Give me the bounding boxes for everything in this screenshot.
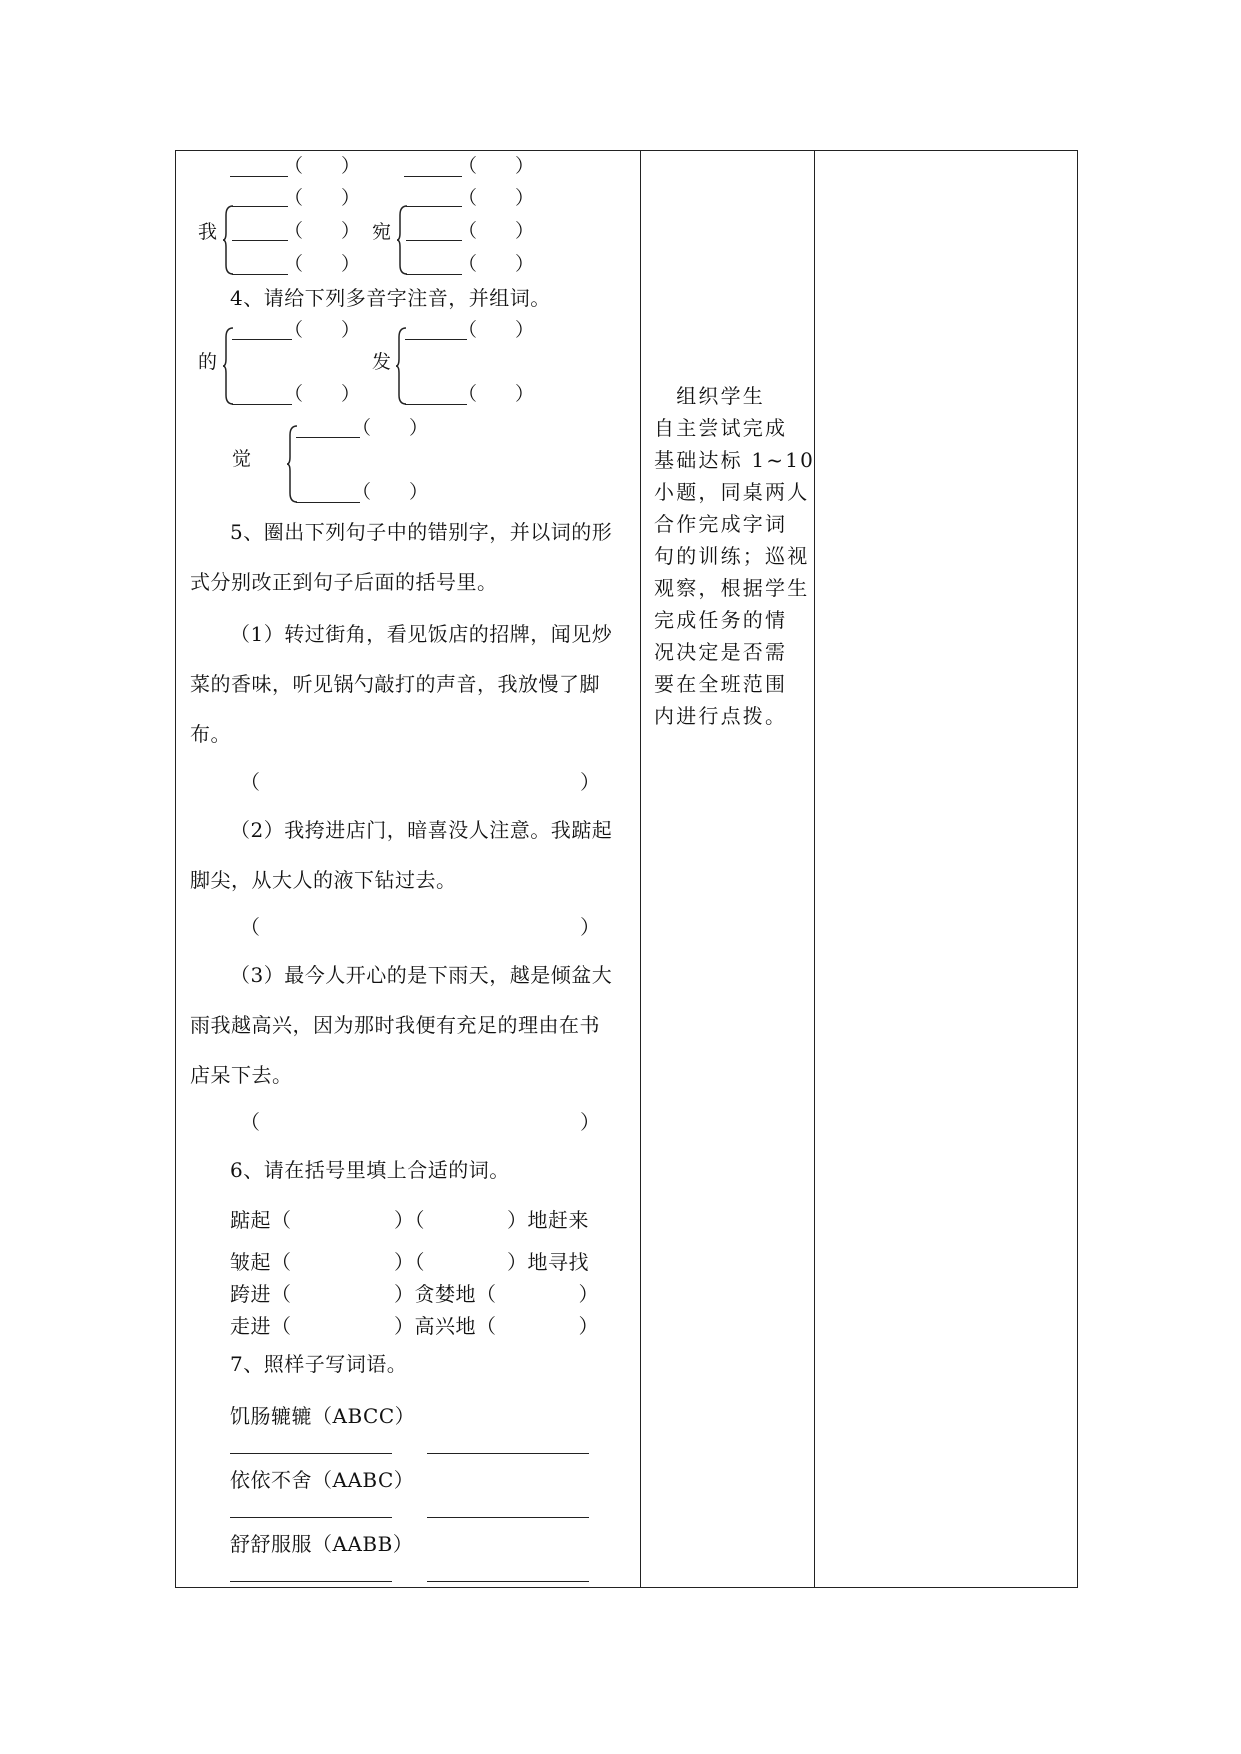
blank-line bbox=[232, 404, 292, 405]
activity-line: 合作完成字词 bbox=[654, 512, 788, 536]
pinyin-paren: （ ） bbox=[284, 253, 361, 275]
q6-row1: 踮起（ ）（ ）地赶来 bbox=[230, 1208, 589, 1232]
q5-s1-line1: （1）转过街角，看见饭店的招牌，闻见炒 bbox=[230, 622, 613, 646]
answer-line bbox=[427, 1453, 589, 1454]
pinyin-paren: （ ） bbox=[458, 319, 535, 341]
column-divider-1 bbox=[640, 151, 641, 1587]
q5-s1-line2: 菜的香味，听见锅勺敲打的声音，我放慢了脚 bbox=[190, 672, 600, 696]
column-divider-2 bbox=[814, 151, 815, 1587]
q6-title: 6、请在括号里填上合适的词。 bbox=[230, 1158, 510, 1182]
blank-line bbox=[406, 274, 462, 275]
blank-line bbox=[404, 176, 462, 177]
pinyin-paren: （ ） bbox=[458, 155, 535, 177]
activity-line: 完成任务的情 bbox=[654, 608, 788, 632]
q5-s3-line3: 店呆下去。 bbox=[190, 1063, 293, 1087]
blank-line bbox=[296, 502, 360, 503]
q5-title-line1: 5、圈出下列句子中的错别字，并以词的形 bbox=[230, 520, 613, 544]
char-wo: 我 bbox=[198, 221, 218, 243]
q5-s2-line1: （2）我挎进店门，暗喜没人注意。我踮起 bbox=[230, 818, 613, 842]
answer-line bbox=[427, 1581, 589, 1582]
answer-line bbox=[230, 1517, 392, 1518]
activity-line: 自主尝试完成 bbox=[654, 416, 788, 440]
answer-line bbox=[427, 1517, 589, 1518]
q4-title: 4、请给下列多音字注音，并组词。 bbox=[230, 286, 551, 310]
activity-line: 内进行点拨。 bbox=[654, 704, 788, 728]
answer-open-paren: （ bbox=[240, 915, 261, 939]
q6-row3: 跨进（ ）贪婪地（ ） bbox=[230, 1282, 599, 1306]
q7-example-aabc: 依依不舍（AABC） bbox=[230, 1468, 415, 1492]
answer-close-paren: ） bbox=[580, 915, 601, 939]
pinyin-paren: （ ） bbox=[284, 220, 361, 242]
pinyin-paren: （ ） bbox=[352, 481, 429, 503]
pinyin-paren: （ ） bbox=[284, 383, 361, 405]
activity-line: 基础达标 1~10 bbox=[654, 448, 816, 472]
q6-row2: 皱起（ ）（ ）地寻找 bbox=[230, 1250, 589, 1274]
char-jue: 觉 bbox=[232, 448, 252, 470]
activity-line: 况决定是否需 bbox=[654, 640, 788, 664]
pinyin-paren: （ ） bbox=[458, 187, 535, 209]
blank-line bbox=[230, 176, 288, 177]
blank-line bbox=[406, 240, 462, 241]
pinyin-paren: （ ） bbox=[352, 417, 429, 439]
activity-line: 小题，同桌两人 bbox=[654, 480, 810, 504]
blank-line bbox=[232, 240, 288, 241]
q5-s3-line1: （3）最今人开心的是下雨天，越是倾盆大 bbox=[230, 963, 613, 987]
answer-open-paren: （ bbox=[240, 770, 261, 794]
answer-line bbox=[230, 1453, 392, 1454]
char-fa: 发 bbox=[372, 351, 392, 373]
activity-line: 组织学生 bbox=[654, 384, 765, 408]
answer-close-paren: ） bbox=[580, 1110, 601, 1134]
teacher-activity-text bbox=[654, 380, 816, 732]
activity-line: 观察，根据学生 bbox=[654, 576, 810, 600]
answer-open-paren: （ bbox=[240, 1110, 261, 1134]
blank-line bbox=[232, 339, 292, 340]
char-de: 的 bbox=[198, 351, 218, 373]
q5-s1-line3: 布。 bbox=[190, 722, 231, 746]
answer-close-paren: ） bbox=[580, 770, 601, 794]
activity-line: 句的训练；巡视 bbox=[654, 544, 810, 568]
pinyin-paren: （ ） bbox=[458, 383, 535, 405]
char-wan: 宛 bbox=[372, 221, 392, 243]
q5-title-line2: 式分别改正到句子后面的括号里。 bbox=[190, 570, 498, 594]
pinyin-paren: （ ） bbox=[284, 187, 361, 209]
pinyin-paren: （ ） bbox=[284, 155, 361, 177]
q5-s2-line2: 脚尖，从大人的液下钻过去。 bbox=[190, 868, 457, 892]
q7-example-abcc: 饥肠辘辘（ABCC） bbox=[230, 1404, 416, 1428]
blank-line bbox=[232, 274, 288, 275]
blank-line bbox=[232, 206, 288, 207]
q7-example-aabb: 舒舒服服（AABB） bbox=[230, 1532, 414, 1556]
q5-s3-line2: 雨我越高兴，因为那时我便有充足的理由在书 bbox=[190, 1013, 600, 1037]
pinyin-paren: （ ） bbox=[458, 220, 535, 242]
pinyin-paren: （ ） bbox=[284, 319, 361, 341]
blank-line bbox=[406, 206, 462, 207]
blank-line bbox=[296, 437, 360, 438]
q6-row4: 走进（ ）高兴地（ ） bbox=[230, 1314, 599, 1338]
answer-line bbox=[230, 1581, 392, 1582]
q7-title: 7、照样子写词语。 bbox=[230, 1352, 408, 1376]
pinyin-paren: （ ） bbox=[458, 253, 535, 275]
activity-line: 要在全班范围 bbox=[654, 672, 788, 696]
